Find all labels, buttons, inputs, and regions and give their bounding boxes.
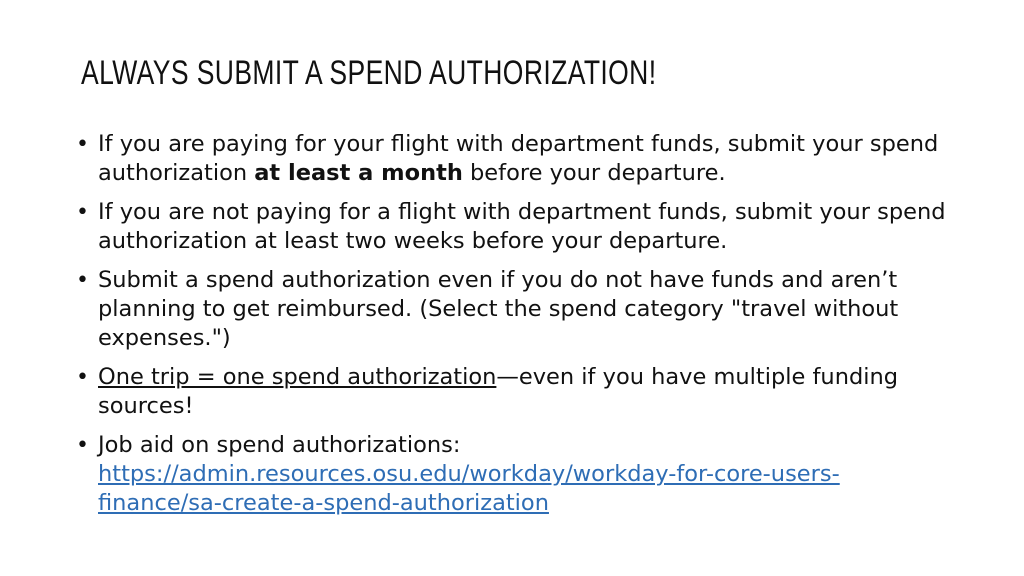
bullet-item-department-funds <box>76 130 946 188</box>
slide-body <box>76 130 946 528</box>
bullet-dot: • <box>76 433 89 458</box>
bullet-text-pre: If you are paying for your flight with department funds, submit your spend authorization <box>98 131 939 186</box>
bullet-label: Job aid on spend authorizations: <box>98 432 461 458</box>
bullet-item-non-department-funds <box>76 198 946 256</box>
bullet-text: If you are not paying for a flight with department funds, submit your spend authorization at least two weeks before your departure. <box>98 199 946 254</box>
bullet-text-post: before your departure. <box>462 160 726 186</box>
bullet-list <box>76 130 946 518</box>
bullet-dot: • <box>76 268 89 293</box>
bullet-text-post: —even if you have multiple funding sources! <box>98 364 899 419</box>
bullet-emphasis: at least a month <box>254 160 463 186</box>
bullet-item-one-trip <box>76 363 946 421</box>
slide-title: ALWAYS SUBMIT A SPEND AUTHORIZATION! <box>81 54 657 92</box>
bullet-dot: • <box>76 132 89 157</box>
bullet-item-job-aid <box>76 431 946 518</box>
job-aid-link[interactable]: https://admin.resources.osu.edu/workday/workday-for-core-users-finance/sa-create-a-spend-authorization <box>98 461 840 516</box>
bullet-dot: • <box>76 365 89 390</box>
bullet-item-no-funds <box>76 266 946 353</box>
bullet-dot: • <box>76 200 89 225</box>
bullet-underlined-text: One trip = one spend authorization <box>98 364 497 390</box>
bullet-text: Submit a spend authorization even if you do not have funds and aren’t planning to get reimbursed. (Select the spend category "travel without expenses.") <box>98 267 899 351</box>
